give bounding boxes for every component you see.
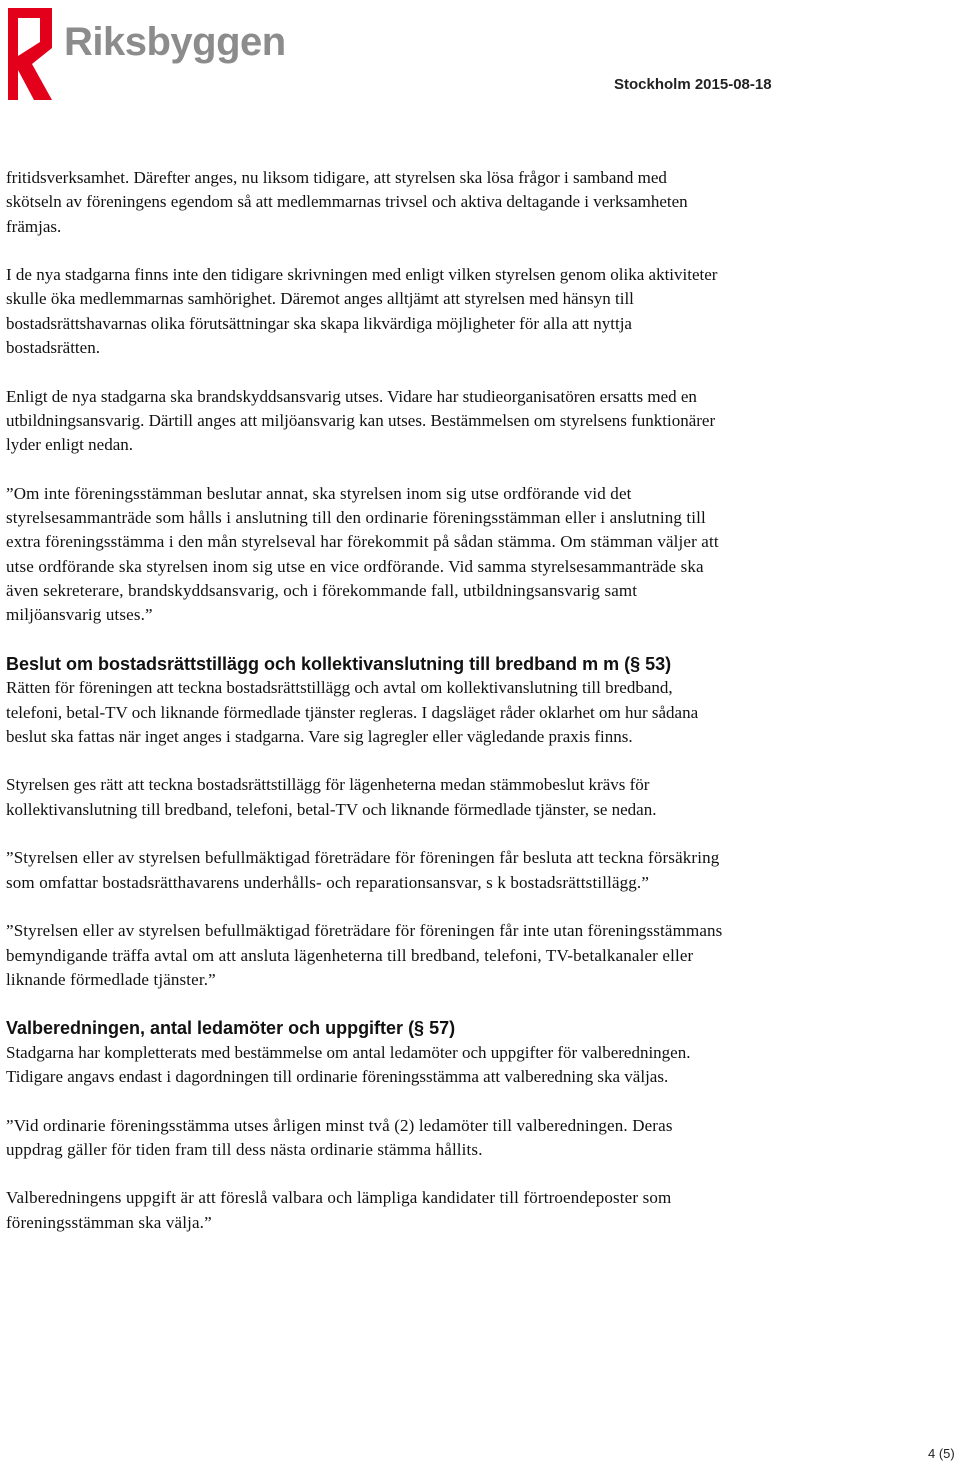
section-heading: Valberedningen, antal ledamöter och uppgifter (§ 57) [6,1018,456,1039]
quoted-bylaw-text: ”Styrelsen eller av styrelsen befullmäktigad företrädare för föreningen får besluta att teckna försäkring som omfattar bostadsrätthavarens underhålls- och reparationsansvar, s k bostadsrättstillägg.” [6,848,720,892]
quoted-bylaw-text: Valberedningens uppgift är att föreslå valbara och lämpliga kandidater till förtroendeposter som föreningsstämman ska välja.” [6,1188,672,1232]
header-date: Stockholm 2015-08-18 [614,76,772,93]
page-number: 4 (5) [928,1446,955,1461]
logo-text: Riksbyggen [64,20,286,64]
document-body [6,166,726,1259]
quoted-bylaw-text: ”Om inte föreningsstämman beslutar annat, ska styrelsen inom sig utse ordförande vid det styrelsesammanträde som hålls i anslutning till den ordinarie föreningsstämman eller i anslutning till extra föreningsstämma i den mån styrelseval har förekommit på sådan stämma. Om stämman väljer att utse ordförande ska styrelsen inom sig utse en vice ordförande. Vid samma styrelsesammanträde ska även sekreterare, brandskyddsansvarig, och i förekommande fall, utbildningsansvarig samt miljöansvarig utses.” [6,483,719,625]
paragraph: Enligt de nya stadgarna ska brandskyddsansvarig utses. Vidare har studieorganisatören ersatts med en utbildningsansvarig. Därtill anges att miljöansvarig kan utses. Bestämmelsen om styrelsens funktionärer lyder enligt nedan. [6,386,716,455]
section-heading: Beslut om bostadsrättstillägg och kollektivanslutning till bredband m m (§ 53) [6,653,672,674]
paragraph: I de nya stadgarna finns inte den tidigare skrivningen med enligt vilken styrelsen genom olika aktiviteter skulle öka medlemmarnas samhörighet. Däremot anges alltjämt att styrelsen med hänsyn till bostadsrättshavarnas olika förutsättningar ska skapa likvärdiga möjligheter för alla att nyttja bostadsrätten. [6,265,718,358]
quoted-bylaw-text: ”Vid ordinarie föreningsstämma utses årligen minst två (2) ledamöter till valberedningen. Deras uppdrag gäller för tiden fram till dess nästa ordinarie stämma hållits. [6,1115,673,1159]
riksbyggen-logo-mark-icon [4,4,56,100]
paragraph: Rätten för föreningen att teckna bostadsrättstillägg och avtal om kollektivanslutning till bredband, telefoni, betal-TV och liknande förmedlade tjänster regleras. I dagsläget råder oklarhet om hur sådana beslut ska fattas när inget anges i stadgarna. Vare sig lagregler eller vägledande praxis finns. [6,678,699,746]
quoted-bylaw-text: ”Styrelsen eller av styrelsen befullmäktigad företrädare för föreningen får inte utan föreningsstämmans bemyndigande träffa avtal om att ansluta lägenheterna till bredband, telefoni, TV-betalkanaler eller liknande förmedlade tjänster.” [6,921,723,989]
paragraph: Styrelsen ges rätt att teckna bostadsrättstillägg för lägenheterna medan stämmobeslut krävs för kollektivanslutning till bredband, telefoni, betal-TV och liknande förmedlade tjänster, se nedan. [6,775,657,819]
paragraph: fritidsverksamhet. Därefter anges, nu liksom tidigare, att styrelsen ska lösa frågor i samband med skötseln av föreningens egendom så att medlemmarnas trivsel och aktiva deltagande i verksamheten främjas. [6,168,688,236]
riksbyggen-logo [4,4,304,104]
paragraph: Stadgarna har kompletterats med bestämmelse om antal ledamöter och uppgifter för valberedningen. Tidigare angavs endast i dagordningen till ordinarie föreningsstämma att valberedning ska väljas. [6,1042,691,1086]
